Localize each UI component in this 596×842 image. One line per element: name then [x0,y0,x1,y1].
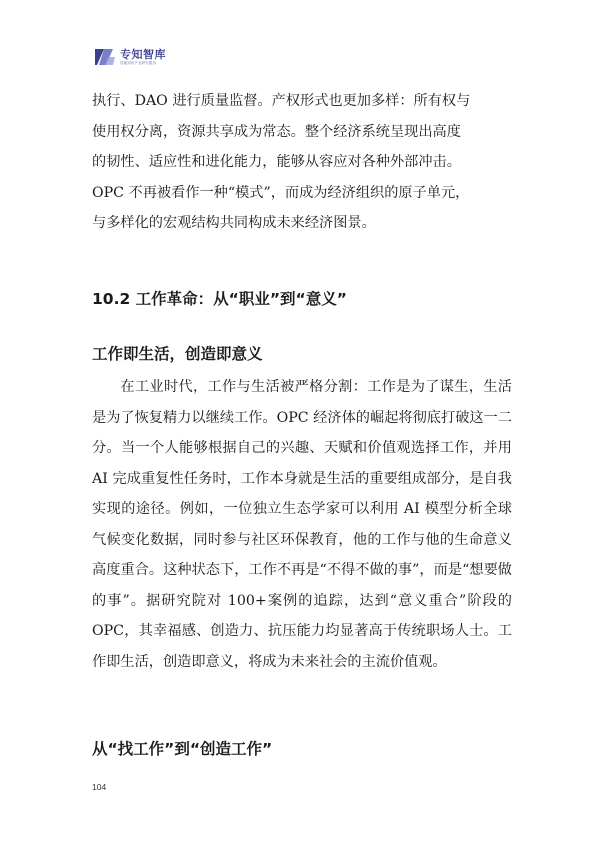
logo-mark-icon [94,48,116,66]
paragraph-line: 与多样化的宏观结构共同构成未来经济图景。 [92,215,376,231]
logo [94,48,166,66]
paragraph-text: 在工业时代，工作与生活被严格分割：工作是为了谋生，生活是为了恢复精力以继续工作。OPC 经济体的崛起将彻底打破这一二分。当一个人能够根据自己的兴趣、天赋和价值观选择工作，并用 AI 完成重复性任务时，工作本身就是生活的重要组成部分，是自我实现的途径。例如，一位独立生态学家可以利用 AI 模型分析全球气候变化数据，同时参与社区环保教育，他的工作与他的生命意义高度重合。这种状态下，工作不再是“不得不做的事”，而是“想要做的事”。据研究院对 100+案例的追踪，达到“意义重合”阶段的 OPC，其幸福感、创造力、抗压能力均显著高于传统职场人士。工作即生活，创造即意义，将成为未来社会的主流价值观。 [92,379,512,670]
paragraph-work-is-life [92,372,512,677]
section-title: 10.2 工作革命：从“职业”到“意义” [92,290,347,308]
logo-name: 专知智库 [120,47,166,61]
subsection-title-create-work: 从“找工作”到“创造工作” [92,740,273,758]
subsection-title-work-is-life: 工作即生活，创造即意义 [92,345,263,363]
page-number: 104 [92,782,107,792]
paragraph-line: 使用权分离，资源共享成为常态。整个经济系统呈现出高度 [92,123,461,140]
paragraph-continued [92,86,512,239]
paragraph-line: 的韧性、适应性和进化能力，能够从容应对各种外部冲击。 [92,154,461,170]
logo-subtitle: 智能知识产业研究服务 [120,60,156,65]
paragraph-line: 执行、DAO 进行质量监督。产权形式也更加多样：所有权与 [92,93,471,109]
paragraph-line: OPC 不再被看作一种“模式”，而成为经济组织的原子单元， [92,184,470,201]
